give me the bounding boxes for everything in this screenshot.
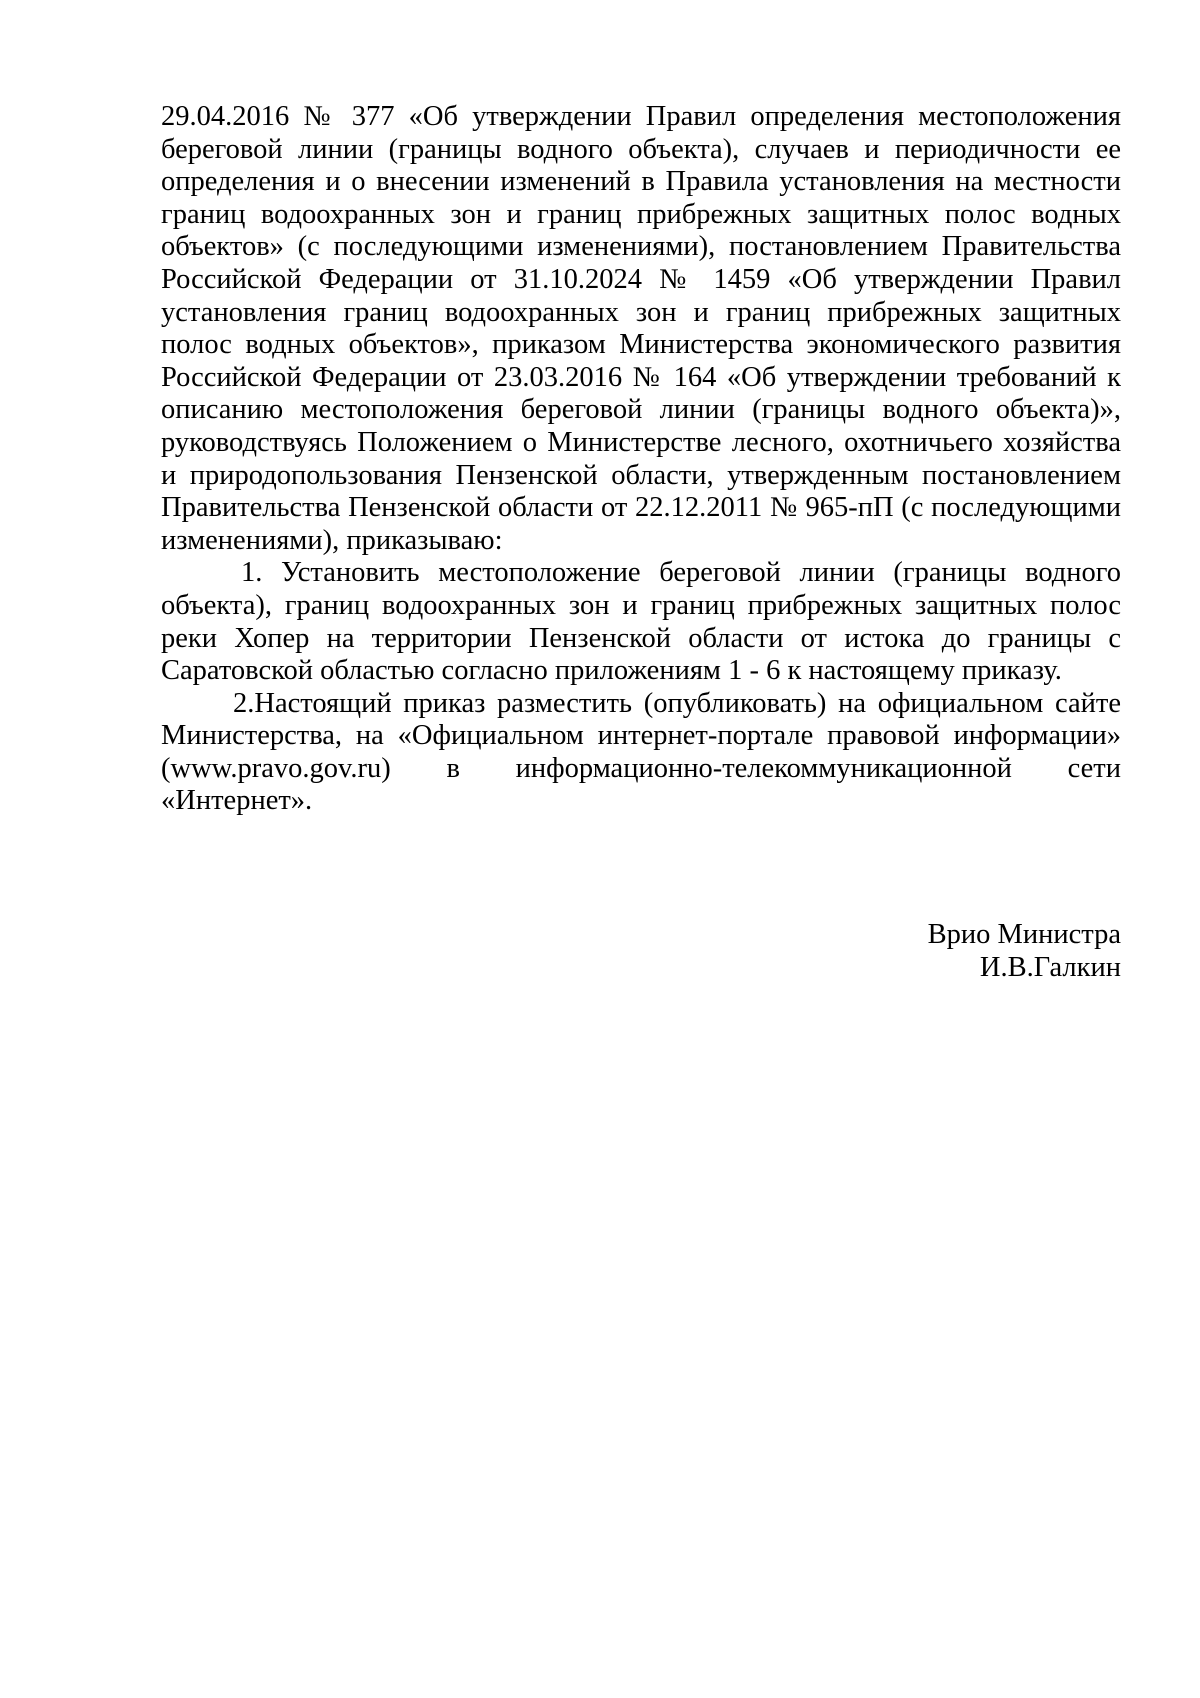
signatory-position: Врио Министра [927, 919, 1121, 950]
intro-paragraph: 29.04.2016 № 377 «Об утверждении Правил определения местоположения береговой линии (границы водного объекта), случаев и периодичности ее определения и о внесении изменений в Правила установления на местности границ водоохранных зон и границ прибрежных защитных полос водных объектов» (с последующими изменениями), постановлением Правительства Российской Федерации от 31.10.2024 № 1459 «Об утверждении Правил установления границ водоохранных зон и границ прибрежных защитных полос водных объектов», приказом Министерства экономического развития Российской Федерации от 23.03.2016 № 164 «Об утверждении требований к описанию местоположения береговой линии (границы водного объекта)», руководствуясь Положением о Министерстве лесного, охотничьего хозяйства и природопользования Пензенской области, утвержденным постановлением Правительства Пензенской области от 22.12.2011 № 965-пП (с последующими изменениями), приказываю: [161, 101, 1121, 556]
signatory-name: И.В.Галкин [979, 952, 1121, 983]
signature-block [928, 918, 1121, 984]
order-item-1: 1. Установить местоположение береговой линии (границы водного объекта), границ водоохранных зон и границ прибрежных защитных полос реки Хопер на территории Пензенской области от истока до границы с Саратовской областью согласно приложениям 1 - 6 к настоящему приказу. [161, 557, 1121, 687]
order-item-2: 2.Настоящий приказ разместить (опубликовать) на официальном сайте Министерства, на «Официальном интернет-портале правовой информации» (www.pravo.gov.ru) в информационно-телекоммуникационной сети «Интернет». [161, 687, 1121, 817]
document-body [161, 101, 1121, 818]
